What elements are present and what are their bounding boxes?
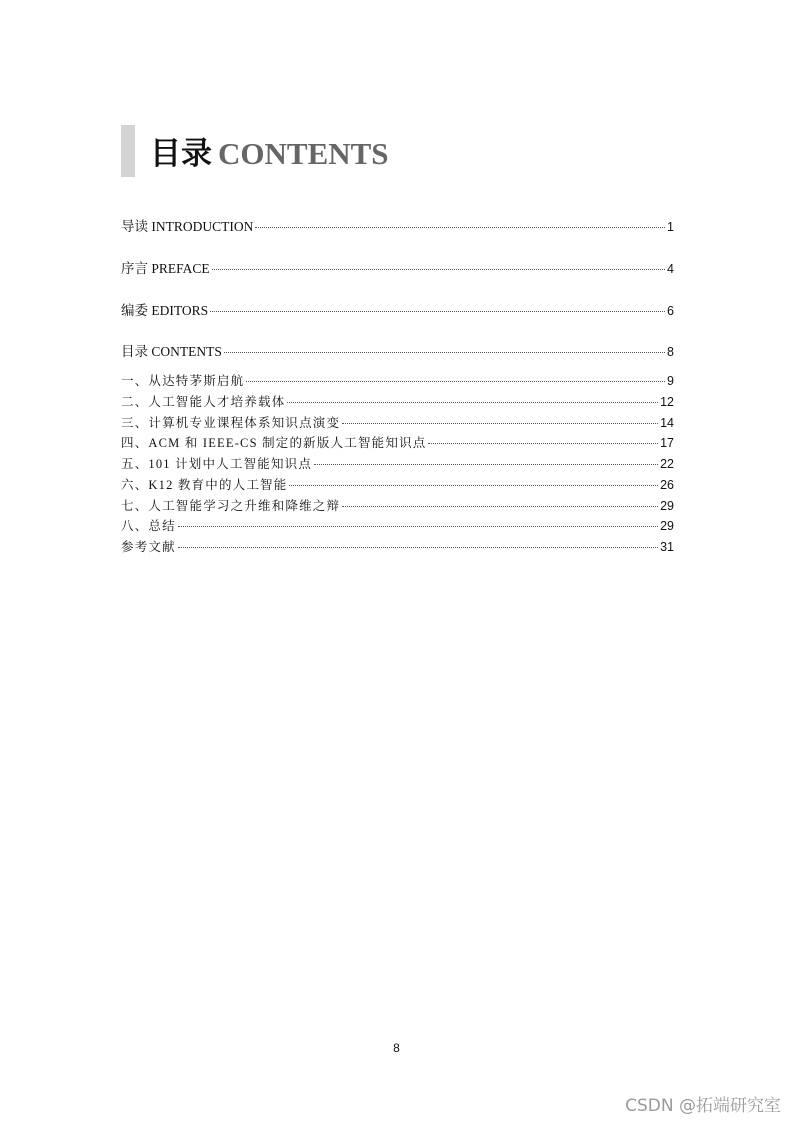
toc-entry-chapter-5[interactable] [121, 456, 674, 473]
watermark: CSDN @拓端研究室 [625, 1096, 781, 1116]
page-title [150, 132, 389, 176]
toc-entry-label: 一、从达特茅斯启航 [121, 374, 245, 388]
toc-entry-page: 6 [667, 304, 674, 318]
toc-entry-chapter-1[interactable] [121, 373, 674, 390]
toc-entry-label: 四、ACM 和 IEEE-CS 制定的新版人工智能知识点 [121, 436, 427, 450]
toc-entry-label: 三、计算机专业课程体系知识点演变 [121, 416, 341, 430]
toc-entry-chapter-3[interactable] [121, 415, 674, 432]
toc-entry-chapter-8[interactable] [121, 518, 674, 535]
toc-entry-page: 8 [667, 345, 674, 359]
toc-leader-dots [428, 443, 658, 444]
toc-entry-label: 目录 CONTENTS [121, 344, 222, 359]
toc-entry-chapter-6[interactable] [121, 477, 674, 494]
toc-entry-page: 29 [660, 499, 674, 513]
toc-entry-page: 14 [660, 416, 674, 430]
toc-leader-dots [342, 423, 658, 424]
toc-entry-label: 二、人工智能人才培养载体 [121, 395, 286, 409]
toc-entry-chapter-4[interactable] [121, 435, 674, 452]
toc-entry-chapter-2[interactable] [121, 394, 674, 411]
toc-entry-label: 参考文献 [121, 540, 176, 554]
toc-entry-page: 4 [667, 262, 674, 276]
toc-leader-dots [178, 547, 658, 548]
page-number: 8 [393, 1041, 400, 1055]
toc-entry-page: 1 [667, 220, 674, 234]
toc-leader-dots [314, 464, 658, 465]
toc-entry-label: 导读 INTRODUCTION [121, 219, 254, 234]
toc-leader-dots [255, 227, 665, 228]
toc-leader-dots [289, 485, 658, 486]
toc-entry-page: 22 [660, 457, 674, 471]
toc-entry-label: 八、总结 [121, 519, 176, 533]
toc-entry-introduction[interactable] [121, 218, 674, 236]
toc-leader-dots [178, 526, 658, 527]
toc-entry-page: 12 [660, 395, 674, 409]
toc-entry-preface[interactable] [121, 260, 674, 278]
toc-entry-label: 序言 PREFACE [121, 261, 210, 276]
toc-entry-page: 9 [667, 374, 674, 388]
page-title-cn: 目录 [150, 136, 212, 172]
toc-entry-label: 六、K12 教育中的人工智能 [121, 478, 288, 492]
toc-entry-page: 31 [660, 540, 674, 554]
toc-leader-dots [224, 352, 665, 353]
toc-entry-label: 五、101 计划中人工智能知识点 [121, 457, 313, 471]
toc-entry-label: 编委 EDITORS [121, 303, 209, 318]
toc-entry-references[interactable] [121, 539, 674, 556]
toc-entry-editors[interactable] [121, 302, 674, 320]
toc-entry-page: 17 [660, 436, 674, 450]
toc-leader-dots [246, 381, 665, 382]
toc-entry-page: 26 [660, 478, 674, 492]
page-title-en: CONTENTS [218, 136, 389, 171]
toc-leader-dots [212, 269, 665, 270]
toc-leader-dots [342, 506, 658, 507]
toc-entry-page: 29 [660, 519, 674, 533]
toc-leader-dots [287, 402, 658, 403]
toc-entry-chapter-7[interactable] [121, 498, 674, 515]
toc-entry-contents[interactable] [121, 343, 674, 361]
title-accent-bar [121, 125, 135, 177]
toc-entry-label: 七、人工智能学习之升维和降维之辩 [121, 499, 341, 513]
toc-leader-dots [210, 311, 665, 312]
